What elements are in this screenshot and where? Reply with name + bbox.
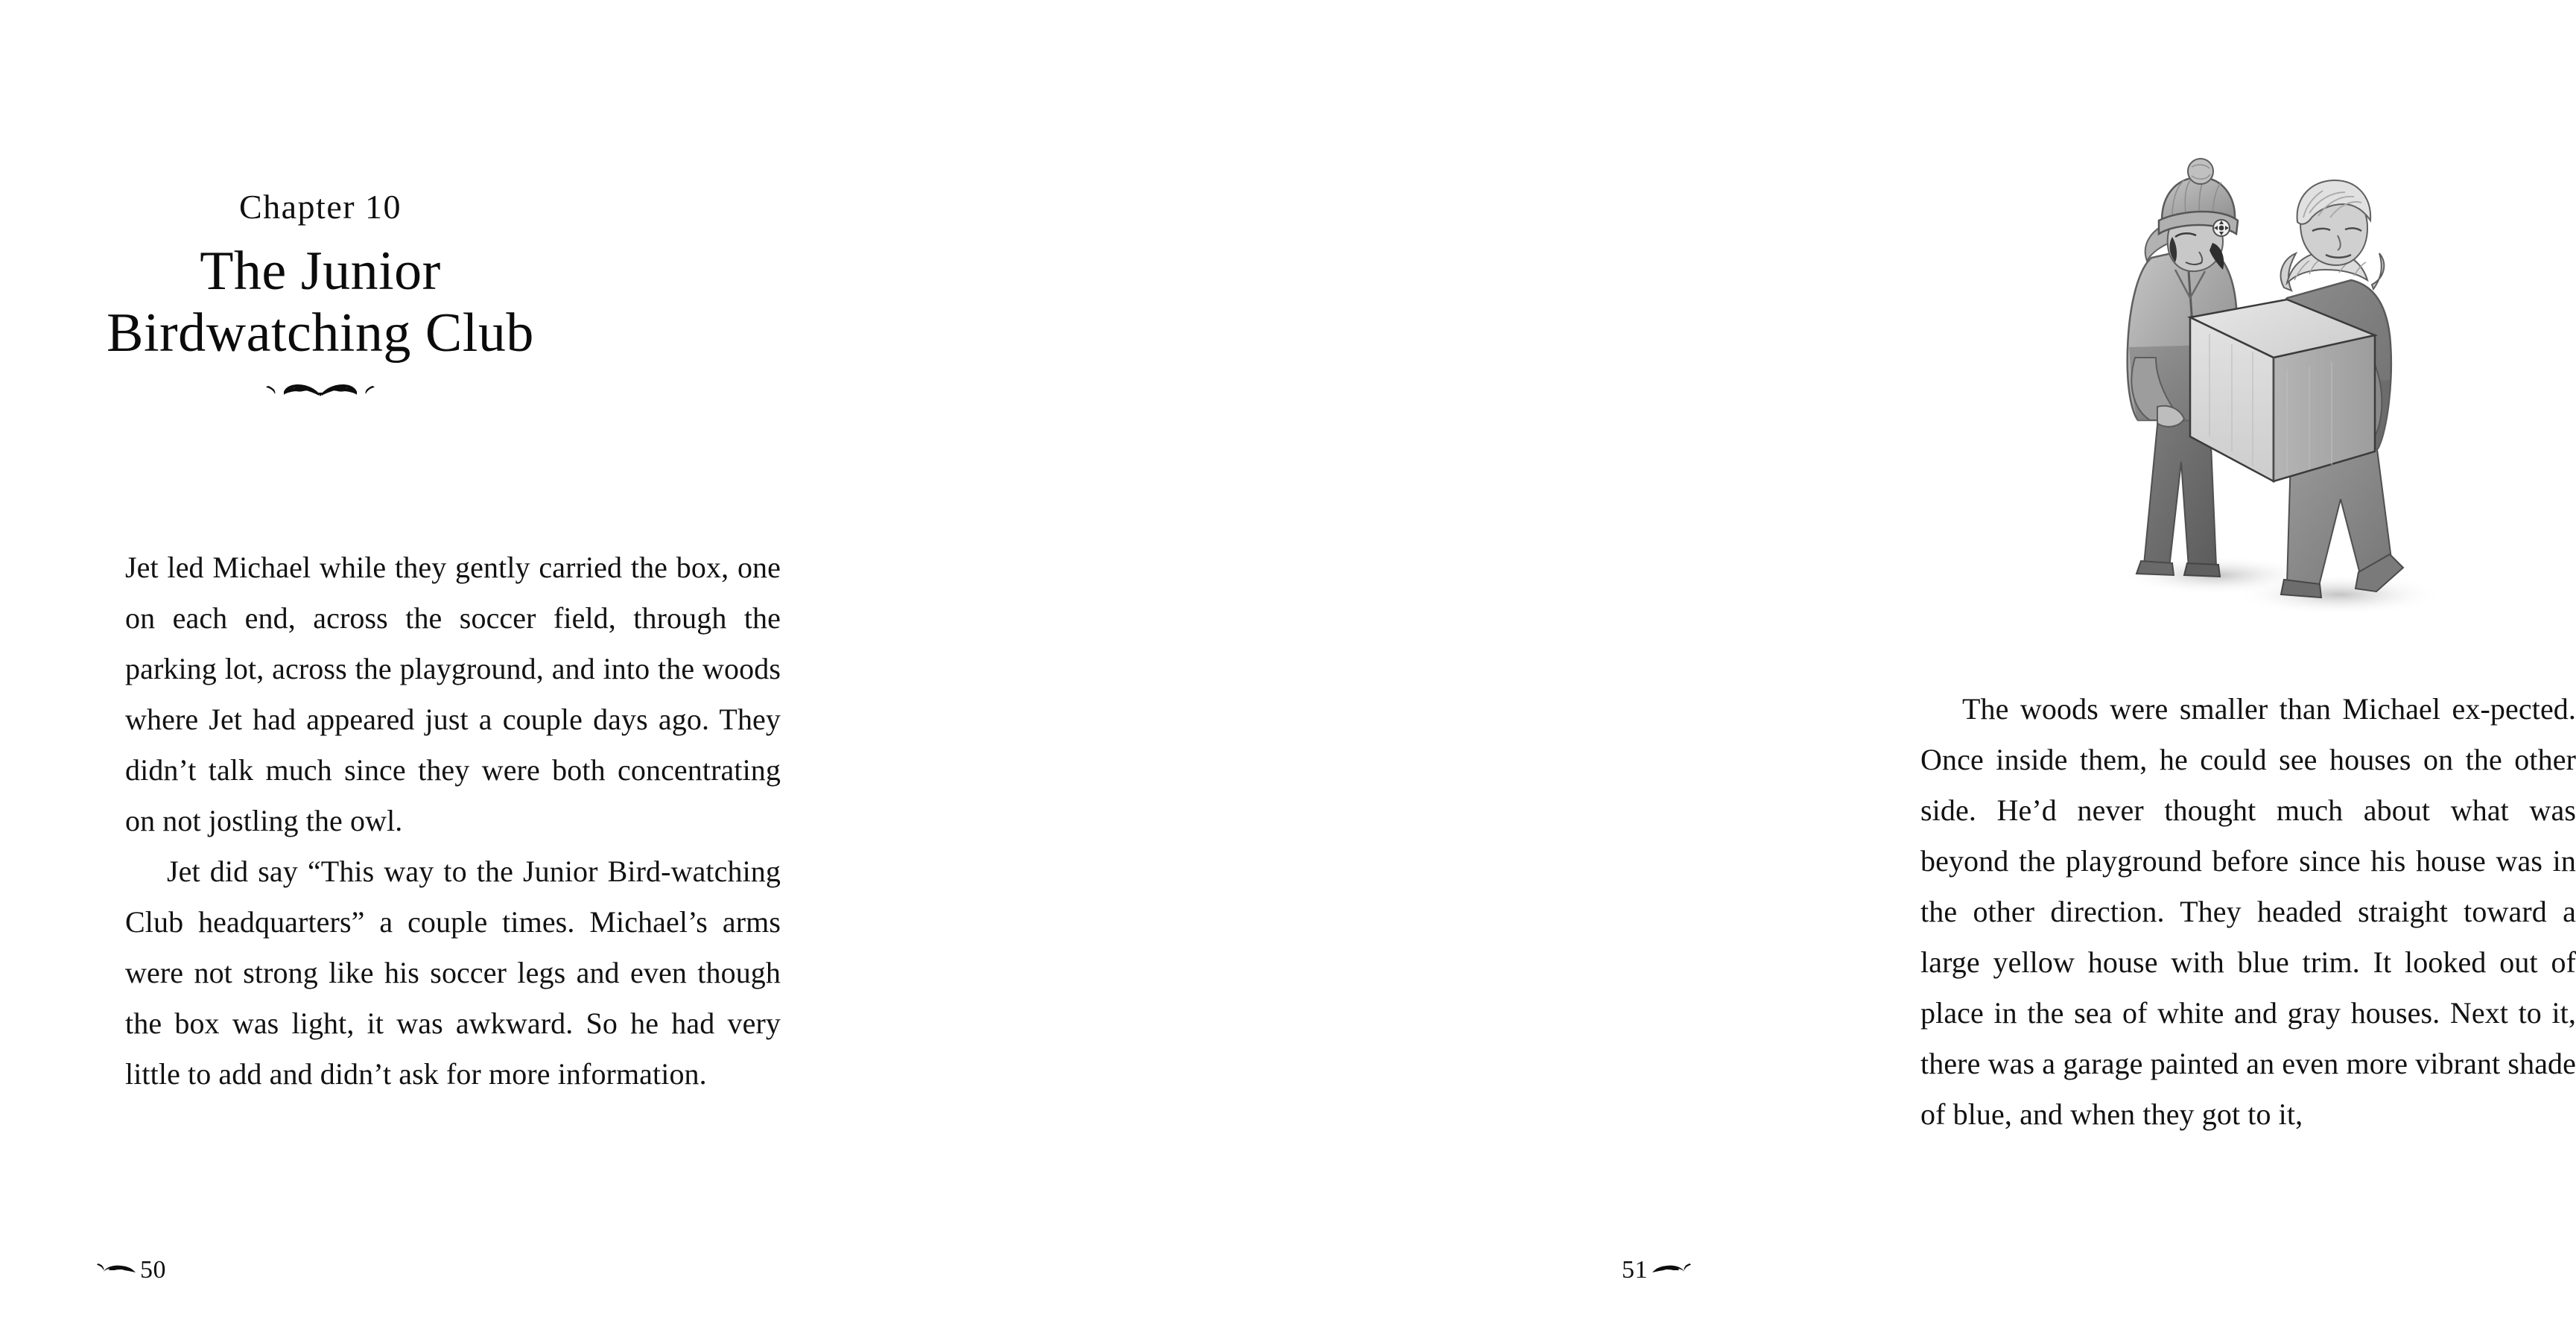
chapter-number: Chapter 10 [238, 188, 402, 226]
folio-number: 50 [140, 1256, 166, 1284]
page-number-left [97, 1258, 166, 1283]
paragraph: Jet led Michael while they gently carried the box, one on each end, across the soccer field, through the parking lot, across the playground, and into the woods where Jet had appeared just a couple days ago. They didn’t talk much since they were both concentrating on not jostling the owl. [125, 551, 781, 837]
left-page [0, 0, 894, 1341]
paragraph: The woods were smaller than Michael ex-pected. Once inside them, he could see houses on the other side. He’d never thought much about what was beyond the playground before since his house was in the other direction. They headed straight toward a large yellow house with blue trim. It looked out of place in the sea of white and gray houses. Next to it, there was a garage painted an even more vibrant shade of blue, and when they got to it, [1920, 692, 2576, 1131]
paragraph: Jet did say “This way to the Junior Bird-watching Club headquarters” a couple times. Michael’s arms were not strong like his soccer legs and even though the box was light, it was awkward. So he had very little to add and didn’t ask for more information. [125, 855, 781, 1091]
chapter-title-line-1: The Junior [200, 241, 441, 302]
left-column-body [125, 542, 781, 1100]
chapter-title [89, 241, 551, 364]
cardboard-box [2190, 299, 2375, 481]
chapter-illustration [2063, 112, 2496, 633]
page-number-right [1622, 1258, 1691, 1283]
folio-number: 51 [1622, 1256, 1648, 1284]
folio-flourish-icon [1649, 1261, 1691, 1280]
folio-flourish-icon [97, 1261, 139, 1280]
chapter-title-line-2: Birdwatching Club [107, 302, 534, 364]
chapter-heading [89, 190, 551, 406]
leaf-vine-ornament-icon [253, 378, 387, 406]
right-page [894, 0, 2576, 1341]
right-column-body [1920, 684, 2576, 1140]
